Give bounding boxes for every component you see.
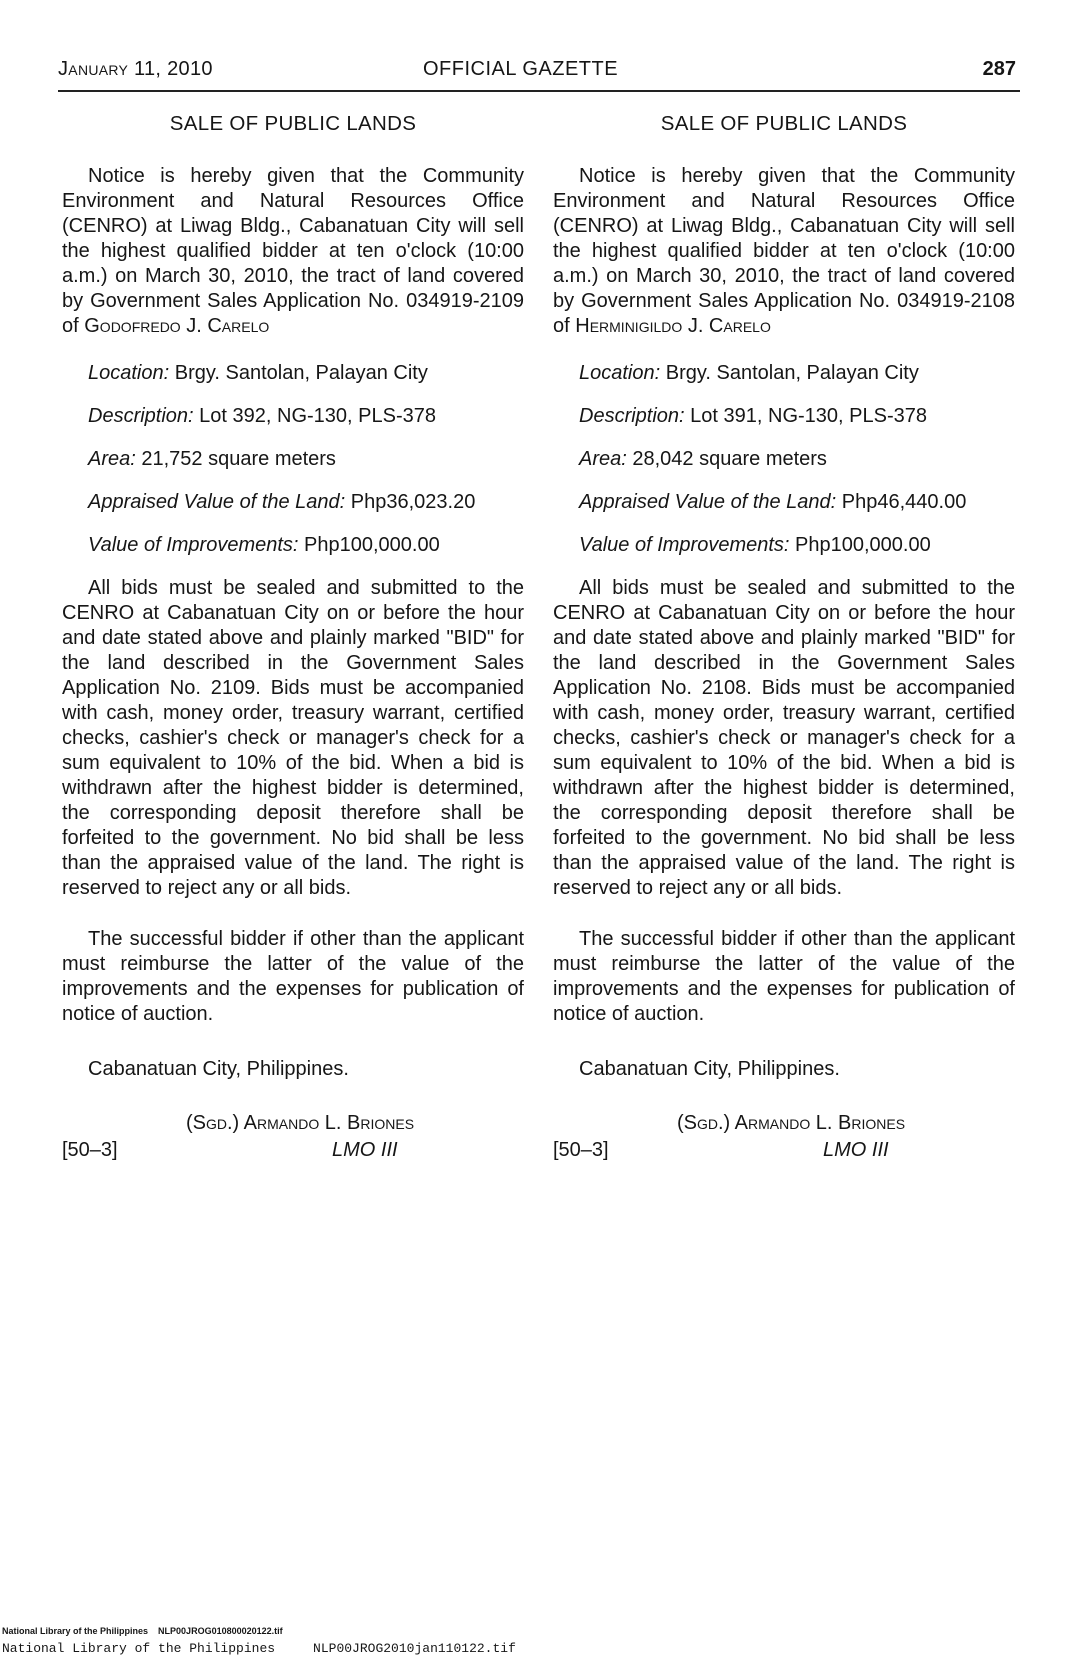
- scan-footer-small: [2, 1626, 283, 1636]
- page-number: 287: [982, 58, 1016, 80]
- notice-title: SALE OF PUBLIC LANDS: [169, 112, 417, 135]
- location-label: Location:: [579, 362, 661, 384]
- description-label: Description:: [88, 405, 194, 427]
- applicant-name: Herminigildo J. Carelo: [575, 315, 771, 337]
- notice-left: [62, 108, 524, 1176]
- signature-block: [553, 1112, 1015, 1176]
- location-row: [579, 361, 1015, 386]
- description-row: [88, 404, 524, 429]
- page-header: [58, 58, 1020, 92]
- location-label: Location:: [88, 362, 170, 384]
- location-value: Brgy. Santolan, Palayan City: [174, 362, 428, 384]
- area-value: 28,042 square meters: [632, 448, 827, 470]
- area-value: 21,752 square meters: [141, 448, 336, 470]
- footer-small-library: National Library of the Philippines: [2, 1626, 149, 1636]
- intro-text: Notice is hereby given that the Community Environment and Natural Resources Office (CENRO) at Liwag Bldg., Cabanatuan City will sell the highest qualified bidder at ten o'clock (10:00 a.m.) on March 30, 2010, the tract of land covered by Government Sales Application No. 034919-2109 of: [62, 165, 524, 337]
- place-line: Cabanatuan City, Philippines.: [88, 1058, 349, 1080]
- area-label: Area:: [579, 448, 627, 470]
- signatory-title: LMO III: [332, 1139, 398, 1161]
- improvements-value: Php100,000.00: [304, 534, 440, 556]
- improvements-label: Value of Improvements:: [579, 534, 790, 556]
- improvements-row: [579, 533, 1015, 558]
- appraised-value: Php46,440.00: [841, 491, 967, 513]
- signatory-name: (Sgd.) Armando L. Briones: [186, 1112, 415, 1134]
- intro-text: Notice is hereby given that the Community Environment and Natural Resources Office (CENRO) at Liwag Bldg., Cabanatuan City will sell the highest qualified bidder at ten o'clock (10:00 a.m.) on March 30, 2010, the tract of land covered by Government Sales Application No. 034919-2108 of: [553, 165, 1015, 337]
- area-row: [88, 447, 524, 472]
- location-value: Brgy. Santolan, Palayan City: [665, 362, 919, 384]
- reimburse-paragraph: The successful bidder if other than the applicant must reimburse the latter of the value of the improvements and the expenses for publication of notice of auction.: [553, 928, 1015, 1025]
- reference-number: [50–3]: [553, 1139, 609, 1161]
- scan-footer: [2, 1641, 516, 1656]
- footer-file: NLP00JROG2010jan110122.tif: [313, 1641, 516, 1656]
- description-row: [579, 404, 1015, 429]
- improvements-row: [88, 533, 524, 558]
- notice-title: SALE OF PUBLIC LANDS: [660, 112, 908, 135]
- reference-number: [50–3]: [62, 1139, 118, 1161]
- area-row: [579, 447, 1015, 472]
- location-row: [88, 361, 524, 386]
- footer-small-file: NLP00JROG010800020122.tif: [158, 1626, 283, 1636]
- publication-title: OFFICIAL GAZETTE: [423, 58, 619, 80]
- bids-paragraph: All bids must be sealed and submitted to the CENRO at Cabanatuan City on or before the hour and date stated above and plainly marked "BID" for the land described in the Government Sales Application No. 2109. Bids must be accompanied with cash, money order, treasury warrant, certified checks, cashier's check or manager's check for a sum equivalent to 10% of the bid. When a bid is withdrawn after the highest bidder is determined, the corresponding deposit therefore shall be forfeited to the government. No bid shall be less than the appraised value of the land. The right is reserved to reject any or all bids.: [62, 577, 524, 899]
- reimburse-paragraph: The successful bidder if other than the applicant must reimburse the latter of the value of the improvements and the expenses for publication of notice of auction.: [62, 928, 524, 1025]
- appraised-row: [579, 490, 1015, 515]
- description-label: Description:: [579, 405, 685, 427]
- footer-library: National Library of the Philippines: [2, 1641, 276, 1656]
- place-line: Cabanatuan City, Philippines.: [579, 1058, 840, 1080]
- description-value: Lot 392, NG-130, PLS-378: [199, 405, 436, 427]
- applicant-name: Godofredo J. Carelo: [84, 315, 270, 337]
- appraised-label: Appraised Value of the Land:: [88, 491, 346, 513]
- bids-paragraph: All bids must be sealed and submitted to the CENRO at Cabanatuan City on or before the hour and date stated above and plainly marked "BID" for the land described in the Government Sales Application No. 2108. Bids must be accompanied with cash, money order, treasury warrant, certified checks, cashier's check or manager's check for a sum equivalent to 10% of the bid. When a bid is withdrawn after the highest bidder is determined, the corresponding deposit therefore shall be forfeited to the government. No bid shall be less than the appraised value of the land. The right is reserved to reject any or all bids.: [553, 577, 1015, 899]
- issue-date: January 11, 2010: [58, 58, 213, 80]
- notice-intro: [62, 164, 524, 339]
- appraised-row: [88, 490, 524, 515]
- signatory-name: (Sgd.) Armando L. Briones: [677, 1112, 906, 1134]
- notice-right: [553, 108, 1015, 1176]
- appraised-value: Php36,023.20: [350, 491, 476, 513]
- description-value: Lot 391, NG-130, PLS-378: [690, 405, 927, 427]
- signatory-title: LMO III: [823, 1139, 889, 1161]
- improvements-label: Value of Improvements:: [88, 534, 299, 556]
- area-label: Area:: [88, 448, 136, 470]
- notice-intro: [553, 164, 1015, 339]
- improvements-value: Php100,000.00: [795, 534, 931, 556]
- appraised-label: Appraised Value of the Land:: [579, 491, 837, 513]
- signature-block: [62, 1112, 524, 1176]
